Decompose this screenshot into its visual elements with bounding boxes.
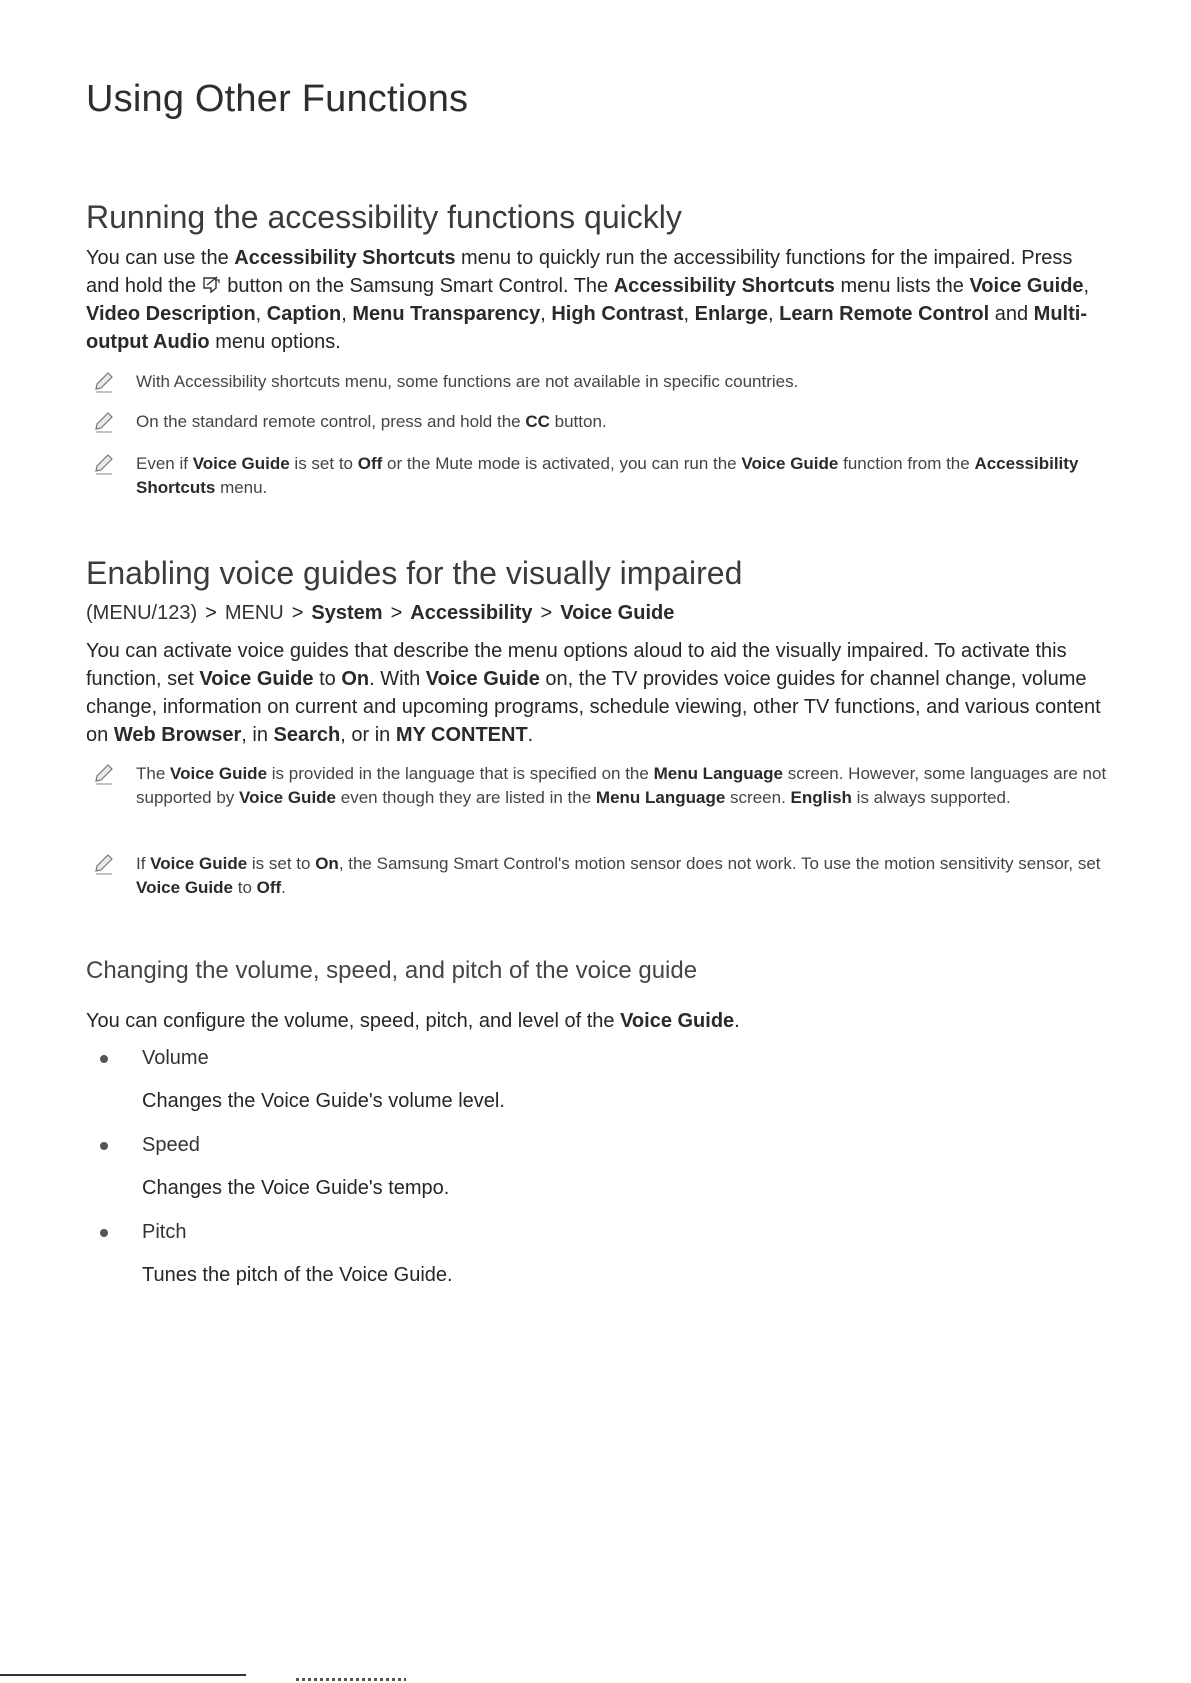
pencil-note-icon — [94, 854, 114, 876]
note-text: On the standard remote control, press and hold the CC button. — [136, 412, 607, 431]
path-separator: > — [291, 602, 304, 624]
page-title: Using Other Functions — [86, 78, 469, 120]
list-item-description: Changes the Voice Guide's tempo. — [142, 1177, 450, 1199]
bullet-dot — [100, 1142, 108, 1150]
footer-rule — [0, 1674, 246, 1676]
subsection-heading-voice-settings: Changing the volume, speed, and pitch of the voice guide — [86, 957, 698, 984]
path-item: MENU — [224, 602, 284, 624]
path-item: Voice Guide — [560, 602, 675, 624]
menu-path-breadcrumb — [86, 602, 674, 625]
section1-paragraph: You can use the Accessibility Shortcuts menu to quickly run the accessibility functions for the impaired. Press and hold the button on the Samsung Smart Control. The Accessibility Shortcuts menu lists the Voice Guide, Video Description, Caption, Menu Transparency, High Contrast, Enlarge, Learn Remote Control and Multi-output Audio menu options. — [86, 247, 1090, 353]
accessibility-button-icon — [202, 276, 222, 294]
list-item-label: Volume — [142, 1047, 209, 1069]
pencil-note-icon — [94, 372, 114, 394]
footer-mark — [296, 1678, 406, 1681]
path-item: System — [311, 602, 383, 624]
section-heading-accessibility: Running the accessibility functions quickly — [86, 199, 682, 235]
pencil-note-icon — [94, 764, 114, 786]
note-text: The Voice Guide is provided in the language that is specified on the Menu Language screen. However, some languages are not supported by Voice Guide even though they are listed in the Menu Language screen. English is always supported. — [136, 764, 1107, 807]
note-text: With Accessibility shortcuts menu, some functions are not available in specific countries. — [136, 372, 799, 391]
section-heading-voice-guide: Enabling voice guides for the visually impaired — [86, 555, 743, 591]
section3-intro: You can configure the volume, speed, pitch, and level of the Voice Guide. — [86, 1010, 740, 1032]
bullet-dot — [100, 1055, 108, 1063]
list-item-description: Changes the Voice Guide's volume level. — [142, 1090, 505, 1112]
path-separator: > — [540, 602, 553, 624]
list-item-label: Pitch — [142, 1221, 187, 1243]
path-separator: > — [205, 602, 217, 624]
note-text: If Voice Guide is set to On, the Samsung Smart Control's motion sensor does not work. To use the motion sensitivity sensor, set Voice Guide to Off. — [136, 854, 1101, 897]
bullet-dot — [100, 1229, 108, 1237]
path-separator: > — [390, 602, 403, 624]
path-item: Accessibility — [410, 602, 533, 624]
list-item-label: Speed — [142, 1134, 200, 1156]
pencil-note-icon — [94, 412, 114, 434]
note-text: Even if Voice Guide is set to Off or the Mute mode is activated, you can run the Voice Guide function from the Accessibility Shortcuts menu. — [136, 454, 1079, 497]
list-item-description: Tunes the pitch of the Voice Guide. — [142, 1264, 453, 1286]
section2-paragraph: You can activate voice guides that describe the menu options aloud to aid the visually impaired. To activate this function, set Voice Guide to On. With Voice Guide on, the TV provides voice guides for channel change, volume change, information on current and upcoming programs, schedule viewing, other TV functions, and various content on Web Browser, in Search, or in MY CONTENT. — [86, 640, 1101, 746]
pencil-note-icon — [94, 454, 114, 476]
path-item: (MENU/123) — [86, 602, 198, 624]
